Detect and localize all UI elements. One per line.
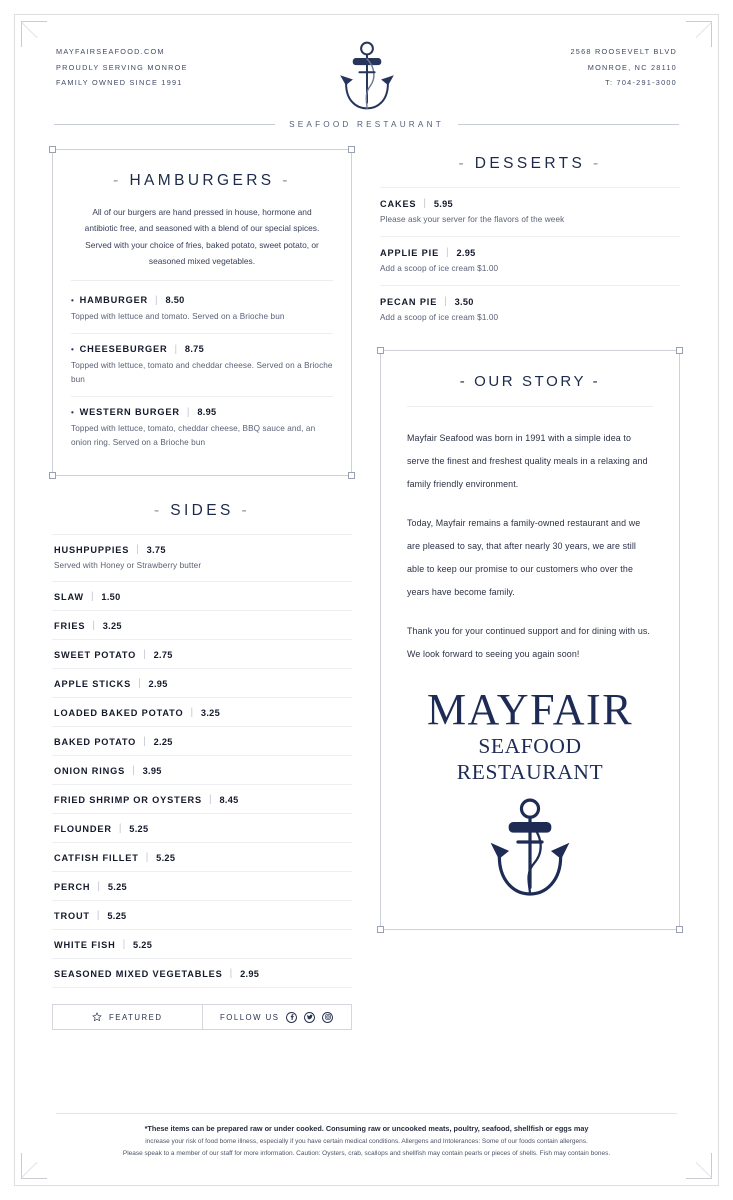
item-name: SWEET POTATO [54,649,137,660]
item-price: 5.95 [433,198,453,209]
item-name: SEASONED MIXED VEGETABLES [54,968,223,979]
desserts-title-text: DESSERTS [474,155,586,172]
separator: | [143,649,147,661]
item-price: 8.45 [219,794,239,805]
brand-name: MAYFAIR [426,684,634,734]
item-description: Add a scoop of ice cream $1.00 [380,313,499,323]
item-name: CAKES [380,198,417,209]
menu-sheet [28,26,705,1178]
serving-line: PROUDLY SERVING MONROE [56,62,188,72]
item-name: FRIES [54,620,86,631]
corner-square [348,472,355,479]
story-paragraph: Today, Mayfair remains a family-owned restaurant and we are pleased to say, that after nearly 30 years, we are still able to keep our promise to our customers who over the years have become family. [407,518,641,597]
item-price: 8.50 [165,295,185,306]
address-street: 2568 ROOSEVELT BLVD [570,47,677,56]
item-name: APPLE STICKS [54,678,132,689]
footer-warning: *These items can be prepared raw or under cooked. Consuming raw or uncooked meats, poultry, seafood, shellfish or eggs may [144,1124,589,1134]
separator: | [446,247,450,259]
item-name: HAMBURGER [79,295,149,306]
item-price: 5.25 [107,881,127,892]
separator: | [90,591,95,603]
title-dash-right: - [592,155,602,172]
twitter-icon[interactable] [304,1012,315,1023]
item-name: HUSHPUPPIES [54,544,130,555]
menu-item[interactable] [380,187,680,237]
menu-item[interactable] [71,397,333,459]
story-title-text: OUR STORY [474,373,586,391]
item-name: LOADED BAKED POTATO [54,707,184,718]
item-header [54,707,350,718]
item-price: 8.75 [184,344,204,355]
title-dash-left: - [459,373,468,391]
item-price: 3.25 [200,707,221,718]
item-price: 1.50 [101,591,121,602]
follow-us-label: FOLLOW US [220,1012,280,1022]
star-icon [223,407,233,417]
item-name: APPLIE PIE [380,247,440,258]
item-header [380,198,680,209]
desserts-list [380,187,680,334]
corner-square [348,146,355,153]
separator: | [444,296,448,308]
title-dash-right: - [592,373,601,391]
separator: | [92,620,96,632]
brand-subtitle: SEAFOOD RESTAURANT [289,120,444,129]
item-header [54,910,350,921]
separator: | [190,707,194,719]
separator: | [143,736,147,748]
separator: | [136,544,140,556]
menu-columns [28,129,705,1030]
item-description: Served with Honey or Strawberry butter [54,561,202,571]
separator: | [155,294,159,306]
sides-title [52,496,352,534]
hamburgers-section [52,149,352,476]
menu-item[interactable] [52,640,352,669]
follow-us-cell [202,1005,352,1029]
item-header [54,968,350,979]
item-price: 5.25 [156,852,176,863]
left-column [52,149,352,1030]
item-price: 5.25 [129,823,149,834]
facebook-icon[interactable] [286,1012,297,1023]
menu-item[interactable] [380,237,680,286]
separator: | [122,939,127,951]
item-description: Topped with lettuce and tomato. Served on a Brioche bun [71,311,285,321]
brand-subtitle-bar [28,120,705,129]
item-description: Topped with lettuce, tomato, cheddar cheese, BBQ sauce and, an onion ring. Served on a Brioche bun [71,423,316,447]
separator: | [145,852,150,864]
our-story-section [380,350,680,930]
twitter-glyph [306,1013,314,1021]
bullet-icon: • [71,407,75,417]
hamburgers-title-text: HAMBURGERS [129,172,275,189]
item-name: PERCH [54,881,91,892]
corner-square [49,472,56,479]
item-price: 2.95 [148,678,168,689]
menu-item[interactable] [52,814,352,843]
star-icon [92,1012,102,1022]
instagram-glyph [324,1013,332,1021]
instagram-icon[interactable] [322,1012,333,1023]
item-price: 3.95 [142,765,162,776]
corner-square [49,146,56,153]
item-name: TROUT [54,910,90,921]
item-header [54,649,350,660]
item-price: 2.95 [240,968,260,979]
item-name: FRIED SHRIMP OR OYSTERS [54,794,203,805]
brand-tagline: SEAFOOD RESTAURANT [456,733,604,785]
menu-item[interactable] [52,785,352,814]
item-description: Add a scoop of ice cream $1.00 [380,264,499,274]
item-description: Please ask your server for the flavors of the week [380,215,565,224]
item-name: SLAW [54,591,84,602]
menu-header [28,26,705,116]
address-city: MONROE, NC 28110 [587,62,677,72]
item-name: PECAN PIE [380,296,438,307]
title-dash-right: - [241,502,251,520]
item-header [71,344,333,355]
desserts-title [380,149,680,187]
menu-item[interactable] [52,901,352,930]
item-price: 3.25 [102,620,122,631]
separator: | [186,406,191,418]
website-line: MAYFAIRSEAFOOD.COM [56,47,165,56]
menu-item[interactable] [71,334,333,397]
corner-square [377,347,384,354]
separator: | [209,794,213,806]
hamburgers-title [71,166,333,204]
menu-item[interactable] [52,843,352,872]
menu-item[interactable] [52,582,352,611]
menu-item[interactable] [52,669,352,698]
separator: | [96,910,101,922]
item-price: 2.75 [153,649,173,660]
item-name: BAKED POTATO [54,736,137,747]
hamburgers-intro: All of our burgers are hand pressed in house, hormone and antibiotic free, and seasoned with a blend of our special spices. Served with your choice of fries, baked potato, sweet potato, or seasoned mixed vegetables. [71,204,333,281]
title-dash-left: - [458,155,468,172]
item-price: 5.25 [133,939,153,950]
separator: | [229,968,234,980]
title-dash-left: - [113,172,122,189]
item-price: 8.95 [197,407,217,418]
corner-square [676,926,683,933]
title-dash-right: - [282,172,291,189]
featured-follow-bar [52,1004,352,1030]
item-name: FLOUNDER [54,823,112,834]
desserts-section [380,149,680,334]
menu-item[interactable] [380,286,680,334]
separator: | [132,765,136,777]
bullet-icon: • [71,344,75,354]
item-price: 2.95 [456,247,476,258]
phone-number: T: 704-291-3000 [605,78,677,88]
item-header [54,736,350,747]
item-name: CATFISH FILLET [54,852,139,863]
menu-item[interactable] [52,959,352,988]
item-header [54,591,350,602]
facebook-glyph [288,1013,296,1021]
brand-wordmark [407,684,653,910]
header-contact-right [502,44,677,91]
story-paragraph: Mayfair Seafood was born in 1991 with a simple idea to serve the finest and freshest quality meals in a relaxing and family friendly environment. [407,433,648,489]
menu-footer [56,1113,677,1160]
item-header [380,296,680,307]
menu-item[interactable] [52,872,352,901]
item-header [54,678,350,689]
sides-title-text: SIDES [170,502,234,520]
featured-label: FEATURED [109,1012,163,1022]
story-title [407,373,653,407]
item-header [54,765,350,776]
corner-square [676,347,683,354]
featured-button[interactable] [53,1005,202,1029]
item-header [380,247,680,258]
right-column [380,149,680,1030]
footer-note-1: increase your risk of food borne illness, especially if you have certain medical conditions. Allergens and Intolerances: Some of our foods contain allergens. [145,1137,588,1145]
menu-item[interactable] [71,285,333,334]
sides-section [52,496,352,1030]
menu-item[interactable] [52,534,352,582]
item-name: WESTERN BURGER [79,407,180,418]
header-logo [231,40,502,116]
anchor-icon [338,40,396,116]
item-header [54,939,350,950]
separator: | [138,678,142,690]
item-price: 2.25 [153,736,173,747]
item-price: 3.50 [454,296,474,307]
item-name: ONION RINGS [54,765,126,776]
anchor-icon [490,796,570,904]
corner-square [377,926,384,933]
menu-item[interactable] [52,698,352,727]
menu-item[interactable] [52,756,352,785]
title-dash-left: - [153,502,163,520]
menu-item[interactable] [52,727,352,756]
item-header [71,407,333,418]
separator: | [423,198,427,209]
item-header [54,544,350,555]
separator: | [174,343,178,355]
item-description: Topped with lettuce, tomato and cheddar cheese. Served on a Brioche bun [71,360,333,384]
item-header [54,823,350,834]
hamburgers-list [71,285,333,460]
item-price: 3.75 [146,544,166,555]
item-price: 5.25 [107,910,127,921]
item-header [54,620,350,631]
item-header [54,852,350,863]
separator: | [97,881,101,893]
footer-note-2: Please speak to a member of our staff for more information. Caution: Oysters, crab, scallops and shellfish may contain pearls or pieces of shells. Fish may contain bones. [122,1149,611,1157]
story-paragraph: Thank you for your continued support and for dining with us. We look forward to seeing you again soon! [407,626,651,659]
item-header [54,794,350,805]
since-line: FAMILY OWNED SINCE 1991 [56,78,183,88]
bullet-icon: • [71,295,75,305]
divider-right [458,124,679,125]
menu-item[interactable] [52,930,352,959]
divider-left [54,124,275,125]
item-name: WHITE FISH [54,939,116,950]
header-contact-left [56,44,231,91]
sides-list [52,534,352,988]
separator: | [118,823,123,835]
menu-item[interactable] [52,611,352,640]
item-header [71,295,333,306]
item-header [54,881,350,892]
item-name: CHEESEBURGER [79,344,168,355]
